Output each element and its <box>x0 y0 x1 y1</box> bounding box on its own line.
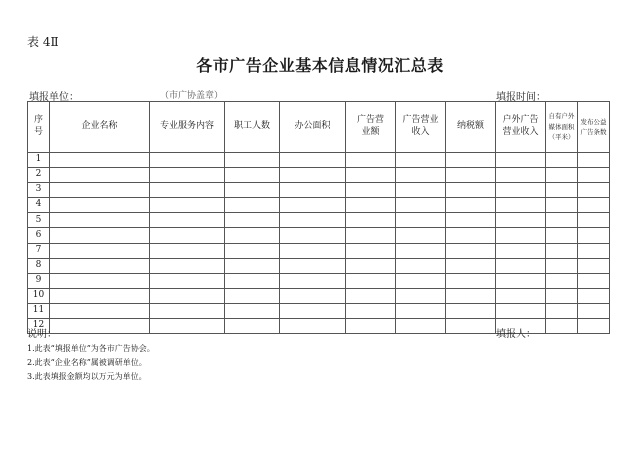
note-item: 1.此表“填报单位”为各市广告协会。 <box>27 344 155 353</box>
row-index-cell: 12 <box>28 319 50 334</box>
empty-cell <box>446 319 496 334</box>
table-row <box>28 243 610 258</box>
empty-cell <box>225 228 280 243</box>
fill-unit-label: 填报单位： <box>29 92 79 103</box>
empty-cell <box>546 213 578 228</box>
empty-cell <box>280 213 346 228</box>
empty-cell <box>578 258 610 273</box>
empty-cell <box>496 228 546 243</box>
row-index-cell: 3 <box>28 183 50 198</box>
empty-cell <box>50 198 150 213</box>
col-header-outdoor-revenue: 户外广告营业收入 <box>496 102 546 153</box>
empty-cell <box>446 258 496 273</box>
row-index-cell: 10 <box>28 288 50 303</box>
empty-cell <box>280 183 346 198</box>
empty-cell <box>578 168 610 183</box>
empty-cell <box>396 228 446 243</box>
row-index-cell: 2 <box>28 168 50 183</box>
empty-cell <box>150 198 225 213</box>
empty-cell <box>280 288 346 303</box>
empty-cell <box>546 243 578 258</box>
empty-cell <box>578 198 610 213</box>
empty-cell <box>546 183 578 198</box>
empty-cell <box>396 198 446 213</box>
empty-cell <box>546 319 578 334</box>
empty-cell <box>546 228 578 243</box>
empty-cell <box>396 258 446 273</box>
table-row <box>28 273 610 288</box>
empty-cell <box>280 258 346 273</box>
empty-cell <box>578 319 610 334</box>
empty-cell <box>578 273 610 288</box>
header-row <box>28 102 610 153</box>
empty-cell <box>546 168 578 183</box>
filler-label: 填报人： <box>496 329 536 340</box>
row-index-cell: 6 <box>28 228 50 243</box>
col-header-ad-turnover: 广告营业额 <box>346 102 396 153</box>
table-row <box>28 228 610 243</box>
table-row <box>28 153 610 168</box>
empty-cell <box>150 288 225 303</box>
col-header-outdoor-media-area: 自有户外媒体面积（平米） <box>546 102 578 153</box>
empty-cell <box>225 153 280 168</box>
table-row <box>28 288 610 303</box>
empty-cell <box>496 243 546 258</box>
empty-cell <box>446 273 496 288</box>
empty-cell <box>446 198 496 213</box>
col-header-index: 序号 <box>28 102 50 153</box>
empty-cell <box>50 288 150 303</box>
empty-cell <box>446 153 496 168</box>
empty-cell <box>280 303 346 318</box>
empty-cell <box>496 153 546 168</box>
empty-cell <box>150 213 225 228</box>
empty-cell <box>446 228 496 243</box>
note-item: 3.此表填报金额均以万元为单位。 <box>27 372 147 381</box>
empty-cell <box>346 243 396 258</box>
empty-cell <box>546 273 578 288</box>
empty-cell <box>396 183 446 198</box>
empty-cell <box>496 198 546 213</box>
empty-cell <box>280 168 346 183</box>
empty-cell <box>225 198 280 213</box>
empty-cell <box>546 153 578 168</box>
empty-cell <box>346 213 396 228</box>
empty-cell <box>346 319 396 334</box>
col-header-tax: 纳税额 <box>446 102 496 153</box>
empty-cell <box>50 273 150 288</box>
row-index-cell: 9 <box>28 273 50 288</box>
stamp-label: （市广协盖章） <box>160 91 224 101</box>
table-row <box>28 258 610 273</box>
empty-cell <box>578 213 610 228</box>
empty-cell <box>578 243 610 258</box>
empty-cell <box>50 258 150 273</box>
empty-cell <box>280 198 346 213</box>
empty-cell <box>225 243 280 258</box>
empty-cell <box>346 153 396 168</box>
empty-cell <box>346 258 396 273</box>
empty-cell <box>396 213 446 228</box>
empty-cell <box>546 288 578 303</box>
empty-cell <box>396 243 446 258</box>
empty-cell <box>50 168 150 183</box>
empty-cell <box>225 319 280 334</box>
table-row <box>28 213 610 228</box>
empty-cell <box>225 213 280 228</box>
empty-cell <box>496 288 546 303</box>
table-row <box>28 198 610 213</box>
empty-cell <box>50 319 150 334</box>
empty-cell <box>546 303 578 318</box>
table-row <box>28 183 610 198</box>
table-number: 表 4Ⅱ <box>27 35 59 49</box>
empty-cell <box>225 168 280 183</box>
empty-cell <box>150 183 225 198</box>
empty-cell <box>150 258 225 273</box>
empty-cell <box>496 168 546 183</box>
empty-cell <box>578 288 610 303</box>
empty-cell <box>396 288 446 303</box>
page-title: 各市广告企业基本信息情况汇总表 <box>196 56 444 75</box>
table-row <box>28 303 610 318</box>
empty-cell <box>346 303 396 318</box>
empty-cell <box>280 243 346 258</box>
row-index-cell: 1 <box>28 153 50 168</box>
row-index-cell: 7 <box>28 243 50 258</box>
empty-cell <box>346 198 396 213</box>
empty-cell <box>396 168 446 183</box>
empty-cell <box>578 153 610 168</box>
empty-cell <box>346 273 396 288</box>
empty-cell <box>225 288 280 303</box>
col-header-service-content: 专业服务内容 <box>150 102 225 153</box>
row-index-cell: 4 <box>28 198 50 213</box>
empty-cell <box>225 183 280 198</box>
notes-list <box>27 342 155 384</box>
empty-cell <box>150 303 225 318</box>
empty-cell <box>446 288 496 303</box>
col-header-office-area: 办公面积 <box>280 102 346 153</box>
empty-cell <box>150 228 225 243</box>
empty-cell <box>578 228 610 243</box>
empty-cell <box>280 153 346 168</box>
empty-cell <box>446 168 496 183</box>
empty-cell <box>280 319 346 334</box>
empty-cell <box>50 213 150 228</box>
empty-cell <box>396 273 446 288</box>
empty-cell <box>280 228 346 243</box>
empty-cell <box>446 303 496 318</box>
empty-cell <box>225 303 280 318</box>
empty-cell <box>346 168 396 183</box>
empty-cell <box>578 183 610 198</box>
col-header-public-ads: 发布公益广告条数 <box>578 102 610 153</box>
empty-cell <box>396 153 446 168</box>
col-header-ad-revenue: 广告营业收入 <box>396 102 446 153</box>
empty-cell <box>150 153 225 168</box>
empty-cell <box>446 213 496 228</box>
empty-cell <box>225 273 280 288</box>
empty-cell <box>50 303 150 318</box>
row-index-cell: 8 <box>28 258 50 273</box>
empty-cell <box>50 183 150 198</box>
empty-cell <box>546 198 578 213</box>
empty-cell <box>496 258 546 273</box>
empty-cell <box>150 243 225 258</box>
empty-cell <box>346 183 396 198</box>
empty-cell <box>496 273 546 288</box>
empty-cell <box>396 303 446 318</box>
fill-time-label: 填报时间： <box>496 92 546 103</box>
empty-cell <box>50 153 150 168</box>
notes-label: 说明： <box>27 329 57 340</box>
summary-table <box>27 101 610 334</box>
empty-cell <box>50 228 150 243</box>
empty-cell <box>446 243 496 258</box>
empty-cell <box>150 168 225 183</box>
row-index-cell: 5 <box>28 213 50 228</box>
empty-cell <box>396 319 446 334</box>
empty-cell <box>225 258 280 273</box>
row-index-cell: 11 <box>28 303 50 318</box>
empty-cell <box>446 183 496 198</box>
empty-cell <box>346 228 396 243</box>
empty-cell <box>50 243 150 258</box>
empty-cell <box>578 303 610 318</box>
empty-cell <box>150 273 225 288</box>
note-item: 2.此表“企业名称”属被调研单位。 <box>27 358 147 367</box>
empty-cell <box>496 183 546 198</box>
empty-cell <box>150 319 225 334</box>
col-header-staff-count: 职工人数 <box>225 102 280 153</box>
empty-cell <box>546 258 578 273</box>
empty-cell <box>496 213 546 228</box>
empty-cell <box>496 303 546 318</box>
empty-cell <box>280 273 346 288</box>
col-header-company-name: 企业名称 <box>50 102 150 153</box>
empty-cell <box>346 288 396 303</box>
table-row <box>28 168 610 183</box>
